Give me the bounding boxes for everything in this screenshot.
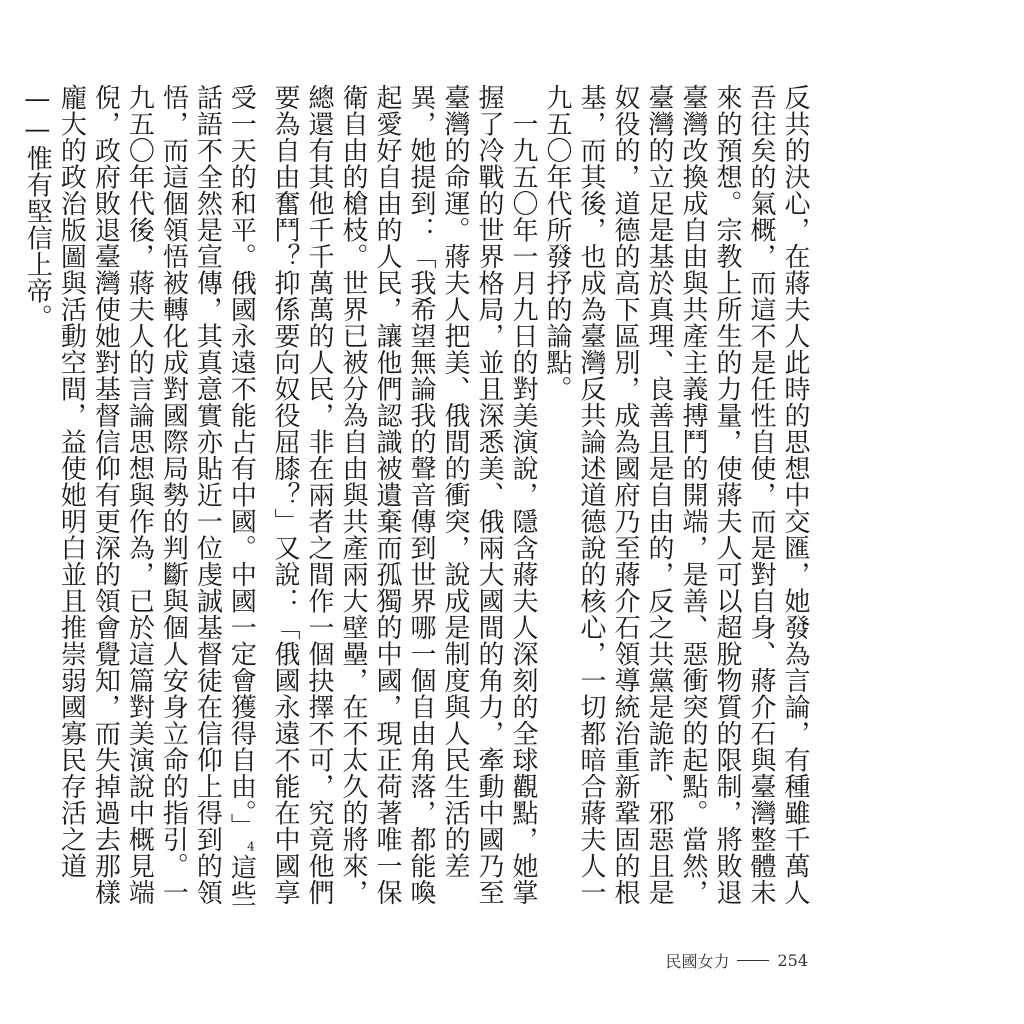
paragraph-2 [20,84,540,920]
paragraph-2-text-b: 這些話語不全然是宣傳，其真意實亦貼近一位虔誠基督徒在信仰上得到的領悟，而這個領悟被轉化成對國際局勢的判斷與個人安身立命的指引。一九五〇年代後，蔣夫人的言論思想與作為，已於這篇對美演說中概見端倪，政府敗退臺灣使她對基督信仰有更深的領會覺知，而失掉過去那樣龐大的政治版圖與活動空間，益使她明白並且推崇弱國寡民存活之道——惟有堅信上帝。 [22,84,257,907]
running-title: 民國女力 [665,952,730,971]
footnote-marker[interactable]: 4 [244,839,258,854]
paragraph-2-text-a: 一九五〇年一月九日的對美演說，隱含蔣夫人深刻的全球觀點，她掌握了冷戰的世界格局，並且深悉美、俄兩大國間的角力，牽動中國乃至臺灣的命運。蔣夫人把美、俄間的衝突，說成是制度與人民生活的差異，她提到：「我希望無論我的聲音傳到世界哪一個自由角落，都能喚起愛好自由的人民，讓他們認識被遺棄而孤獨的中國，現正荷著唯一保衛自由的槍枝。世界已被分為自由與共產兩大壁壘，在不太久的將來，總還有其他千千萬萬的人民，非在兩者之間作一個抉擇不可，究竟他們要為自由奮鬥？抑係要向奴役屈膝？」又說：「俄國永遠不能在中國享受一天的和平。俄國永遠不能占有中國。中國一定會獲得自由。」 [226,84,538,906]
paragraph-2-indent [508,84,538,111]
page-number: 254 [777,951,808,970]
footer-rule [737,960,769,961]
paragraph-1-text: 反共的決心，在蔣夫人此時的思想中交匯，她發為言論，有種雖千萬人吾往矣的氣概，而這不是任性自使，而是對自身、蔣介石與臺灣整體未來的預想。宗教上所生的力量，使蔣夫人可以超脫物質的限制，將敗退臺灣改換成自由與共產主義搏鬥的開端，是善、惡衝突的起點。當然，臺灣的立足是基於真理、良善且是自由的，反之共黨是詭詐、邪惡且是奴役的，道德的高下區別，成為國府乃至蔣介石領導統治重新鞏固的根基，而其後，也成為臺灣反共論述道德說的核心，一切都暗合蔣夫人一九五〇年代所發抒的論點。 [542,84,810,906]
page-footer [665,949,808,972]
body-text [22,84,812,920]
paragraph-1 [540,84,812,920]
